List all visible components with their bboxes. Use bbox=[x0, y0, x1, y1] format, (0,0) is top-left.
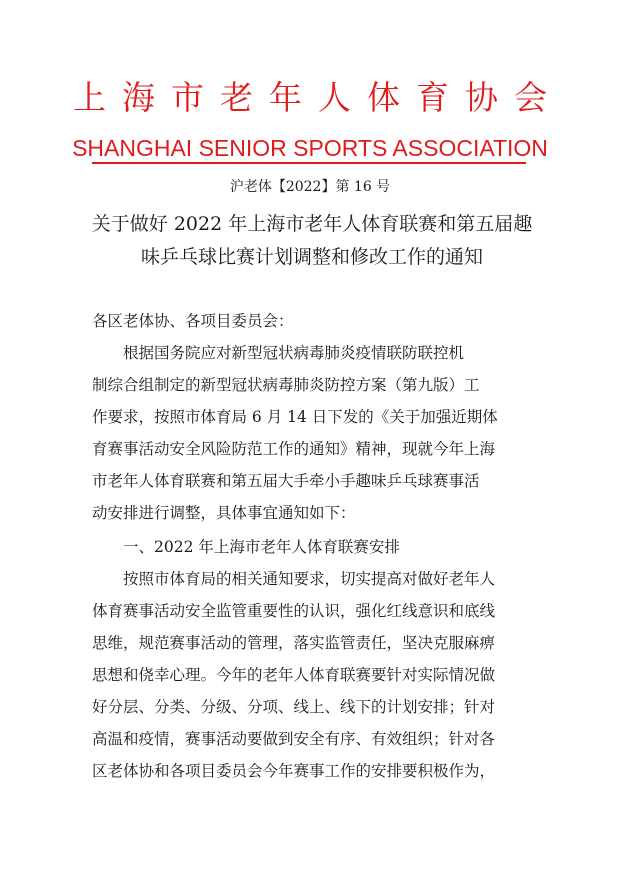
salutation-text: 各区老体协、各项目委员会： bbox=[92, 312, 294, 330]
document-title bbox=[80, 208, 544, 274]
paragraph-line: 按照市体育局的相关通知要求，切实提高对做好老年人 bbox=[92, 570, 496, 588]
paragraph-2 bbox=[92, 563, 532, 787]
paragraph-line: 思想和侥幸心理。今年的老年人体育联赛要针对实际情况做 bbox=[92, 666, 496, 684]
salutation bbox=[92, 305, 532, 337]
paragraph-line: 市老年人体育联赛和第五届大手牵小手趣味乒乓球赛事活 bbox=[92, 472, 480, 490]
paragraph-line: 制综合组制定的新型冠状病毒肺炎防控方案（第九版）工 bbox=[92, 376, 480, 394]
section-heading-text: 一、2022 年上海市老年人体育联赛安排 bbox=[92, 538, 400, 556]
header-divider bbox=[92, 162, 526, 164]
paragraph-line: 思维，规范赛事活动的管理，落实监管责任，坚决克服麻痹 bbox=[92, 634, 496, 652]
paragraph-line: 区老体协和各项目委员会今年赛事工作的安排要积极作为， bbox=[92, 762, 496, 780]
title-line: 关于做好 2022 年上海市老年人体育联赛和第五届趣 bbox=[91, 213, 533, 235]
paragraph-line: 根据国务院应对新型冠状病毒肺炎疫情联防联控机 bbox=[92, 344, 465, 362]
paragraph-line: 育赛事活动安全风险防范工作的通知》精神，现就今年上海 bbox=[92, 440, 496, 458]
title-line: 味乒乓球比赛计划调整和修改工作的通知 bbox=[140, 246, 483, 268]
paragraph-line: 动安排进行调整，具体事宜通知如下： bbox=[92, 504, 356, 522]
paragraph-line: 高温和疫情，赛事活动要做到安全有序、有效组织；针对各 bbox=[92, 730, 496, 748]
org-name-chinese: 上海市老年人体育协会 bbox=[73, 78, 563, 117]
paragraph-line: 体育赛事活动安全监管重要性的认识，强化红线意识和底线 bbox=[92, 602, 496, 620]
paragraph-line: 好分层、分类、分级、分项、线上、线下的计划安排；针对 bbox=[92, 698, 496, 716]
org-name-english: SHANGHAI SENIOR SPORTS ASSOCIATION bbox=[72, 135, 548, 161]
paragraph-1 bbox=[92, 337, 532, 529]
paragraph-line: 作要求，按照市体育局 6 月 14 日下发的《关于加强近期体 bbox=[92, 408, 498, 426]
section-heading-1 bbox=[92, 531, 532, 563]
document-number: 沪老体【2022】第 16 号 bbox=[229, 179, 391, 195]
